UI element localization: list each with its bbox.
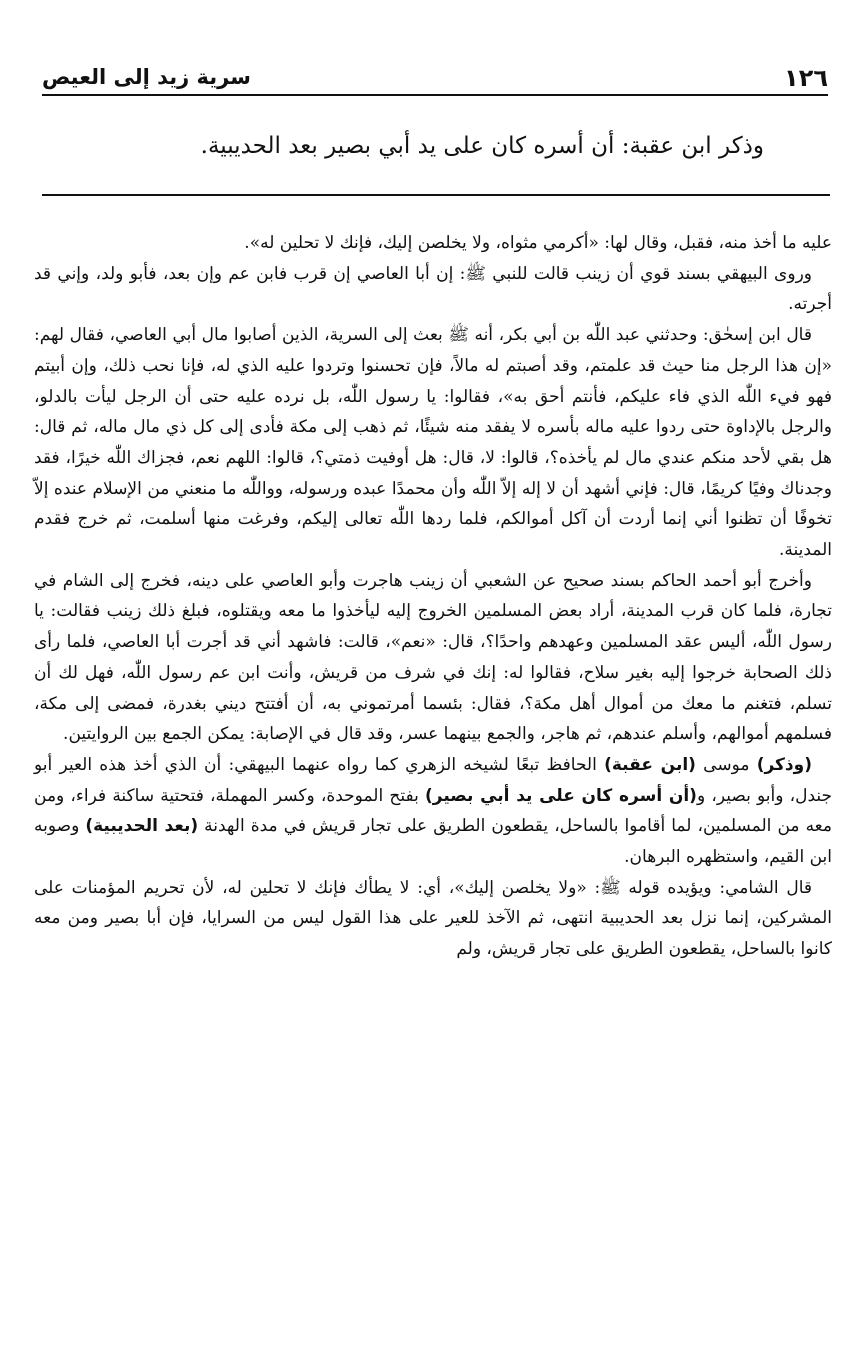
paragraph-3 — [34, 320, 832, 566]
paragraph-2 — [34, 259, 832, 320]
paragraph-5 — [34, 750, 832, 873]
commentary-body — [34, 228, 832, 965]
paragraph-4 — [34, 566, 832, 750]
paragraph-segment: وصوبه ابن القيم، واستظهره البرهان. — [34, 816, 832, 868]
running-title: سرية زيد إلى العيص — [42, 65, 251, 89]
divider-rule — [42, 194, 830, 196]
bold-quote: (بعد الحديبية) — [85, 816, 199, 837]
paragraph-segment: قال ابن إسحٰق: وحدثني عبد اللّٰه بن أبي بكر، أنه ﷺ بعث إلى السرية، الذين أصابوا مال أبي العاصي، فقال لهم: «إن هذا الرجل منا حيث قد علمتم، وقد أصبتم له مالاً، فإن تحسنوا وتردوا عليه الذي له، فإنا نحب ذلك، وإن أبيتم فهو فيء اللّٰه الذي فاء عليكم، فأنتم أحق به»، فقالوا: يا رسول اللّٰه، بل نرده عليه حتى أن الرجل ليأت بالدلو، والرجل بالإداوة حتى ردوا عليه ماله بأسره لا يفقد منه شيئًا، ثم ذهب إلى مكة فأدى إلى كل ذي مال ماله، ثم قال: هل بقي لأحد منكم عندي مال لم يأخذه؟، قالوا: لا، قال: هل أوفيت ذمتي؟، قالوا: اللهم نعم، فجزاك اللّٰه خيرًا، فقد وجدناك وفيًا كريمًا، قال: فإني أشهد أن لا إله إلاّ اللّٰه وأن محمدًا عبده ورسوله، وواللّٰه ما منعني من الإسلام عنده إلاّ تخوفًا أن تظنوا أني إنما أردت أن آكل أموالكم، فلما ردها اللّٰه تعالى إليكم، وفرغت منها أسلمت، ثم خرج فقدم المدينة. — [34, 325, 832, 561]
running-header — [42, 58, 828, 96]
paragraph-segment: وروى البيهقي بسند قوي أن زينب قالت للنبي ﷺ: إن أبا العاصي إن قرب فابن عم وإن بعد، فأبو ولد، وإني قد أجرته. — [34, 263, 832, 315]
paragraph-segment: موسى — [695, 754, 757, 775]
page-number: ١٢٦ — [784, 64, 828, 92]
matn-text: وذكر ابن عقبة: أن أسره كان على يد أبي بصير بعد الحديبية. — [200, 133, 764, 159]
paragraph-segment: عليه ما أخذ منه، فقبل، وقال لها: «أكرمي مثواه، ولا يخلصن إليك، فإنك لا تحلين له». — [244, 233, 832, 253]
paragraph-1 — [34, 228, 832, 259]
paragraph-segment: وأخرج أبو أحمد الحاكم بسند صحيح عن الشعبي أن زينب هاجرت وأبو العاصي على دينه، فخرج إلى الشام في تجارة، فلما كان قرب المدينة، أراد بعض المسلمين الخروج إليه ليأخذوا ما معه ويقتلوه، فبلغ ذلك زينب فقالت: يا رسول اللّٰه، أليس عقد المسلمين وعهدهم واحدًا؟، قال: «نعم»، قالت: فاشهد أني قد أجرت أبا العاصي، فلما رأى ذلك الصحابة خرجوا إليه بغير سلاح، فقالوا له: إنك في شرف من قريش، وأنت ابن عم رسول اللّٰه، فهل لك أن تسلم، فتغنم ما معك من أموال أهل مكة؟، فقال: بئسما أمرتموني به، أن أفتتح ديني بغدرة، فمضى إلى مكة، فسلمهم أموالهم، وأسلم عندهم، ثم هاجر، والجمع بينهما عسر، وقد قال في الإصابة: يمكن الجمع بين الروايتين. — [34, 570, 832, 745]
bold-quote: (وذكر) — [756, 754, 812, 775]
bold-quote: (ابن عقبة) — [604, 754, 696, 775]
paragraph-segment: بفتح الموحدة، وكسر المهملة، فتحتية ساكنة فراء، ومن معه من المسلمين، لما أقاموا بالساحل، يقطعون الطريق على تجار قريش في مدة الهدنة — [34, 785, 832, 837]
paragraph-segment: قال الشامي: ويؤيده قوله ﷺ: «ولا يخلصن إليك»، أي: لا يطأك فإنك لا تحلين له، لأن تحريم المؤمنات على المشركين، إنما نزل بعد الحديبية انتهى، ثم الآخذ للعير على هذا القول ليس من السرايا، فإن أبا بصير ومن معه كانوا بالساحل، يقطعون الطريق على تجار قريش، ولم — [34, 877, 832, 960]
bold-quote: (أن أسره كان على يد أبي بصير) — [424, 785, 697, 806]
paragraph-6 — [34, 873, 832, 965]
paragraph-segment: الحافظ تبعًا لشيخه الزهري كما رواه عنهما البيهقي: أن الذي أخذ هذه العير أبو جندل، وأبو بصير، و — [34, 754, 833, 806]
